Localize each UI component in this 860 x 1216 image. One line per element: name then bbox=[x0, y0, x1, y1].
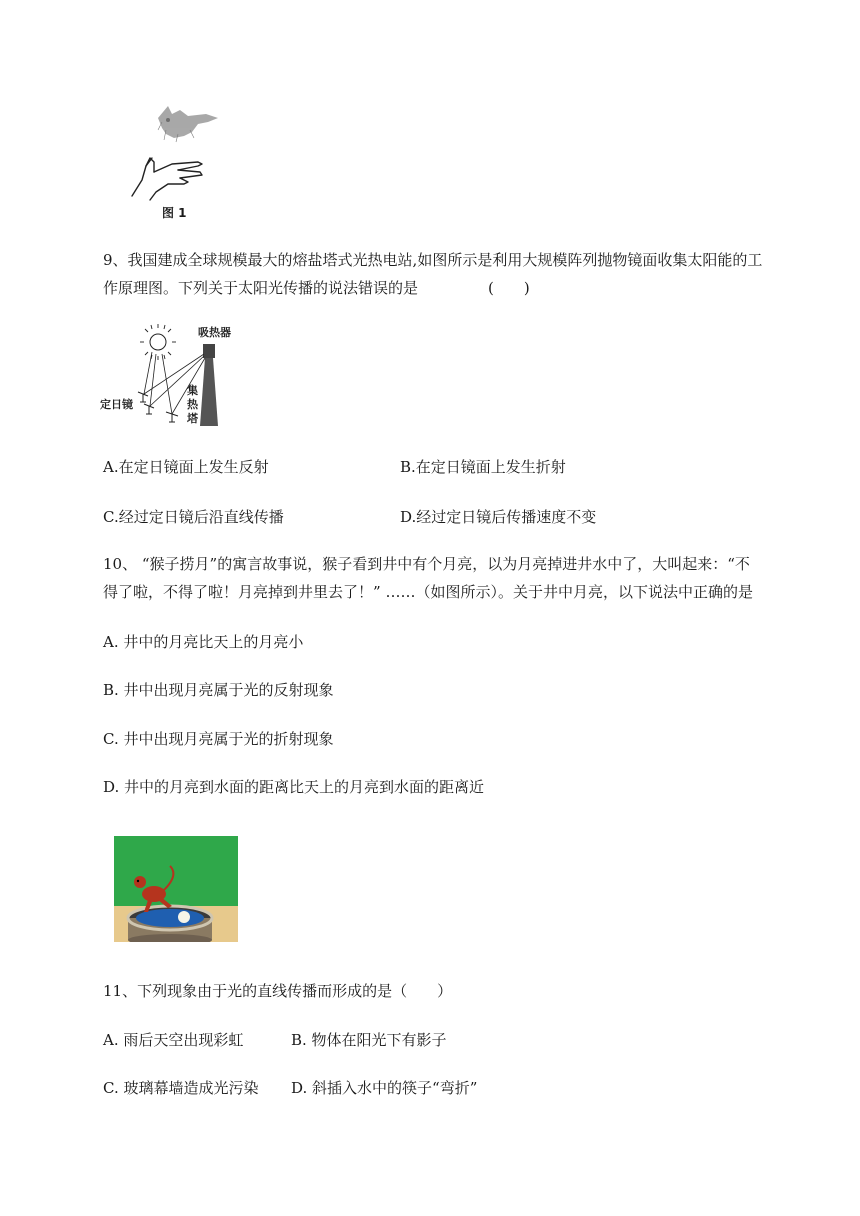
mirror-label: 定日镜 bbox=[100, 398, 133, 411]
q10-option-d: D. 井中的月亮到水面的距离比天上的月亮到水面的距离近 bbox=[103, 778, 485, 796]
q11-option-c: C. 玻璃幕墙造成光污染 bbox=[103, 1079, 259, 1097]
q10-stem-line-1: 10、 “猴子捞月”的寓言故事说，猴子看到井中有个月亮，以为月亮掉进井水中了，大叫起来：“不 bbox=[103, 555, 750, 573]
q9-answer-paren: ( ) bbox=[488, 279, 530, 297]
q9-option-b: B.在定日镜面上发生折射 bbox=[400, 458, 566, 476]
q10-option-a: A. 井中的月亮比天上的月亮小 bbox=[103, 633, 304, 651]
q9-option-d: D.经过定日镜后传播速度不变 bbox=[400, 508, 597, 526]
q11-option-d: D. 斜插入水中的筷子“弯折” bbox=[291, 1079, 478, 1097]
q10-option-b: B. 井中出现月亮属于光的反射现象 bbox=[103, 681, 334, 699]
solar-tower-illustration bbox=[100, 322, 240, 432]
q9-stem-line-2: 作原理图。下列关于太阳光传播的说法错误的是 bbox=[103, 279, 419, 297]
sun-icon bbox=[140, 324, 176, 360]
moon-reflection-icon bbox=[178, 911, 190, 923]
q10-stem-line-2: 得了啦，不得了啦！月亮掉到井里去了！” ……（如图所示）。关于井中月亮，以下说法中正确的是 bbox=[103, 583, 753, 601]
tower-label-3: 塔 bbox=[187, 412, 198, 425]
monkey-well-illustration bbox=[114, 836, 238, 942]
q9-solar-tower-diagram bbox=[100, 322, 240, 432]
figure-1-hand-shadow bbox=[128, 100, 228, 222]
absorber-label: 吸热器 bbox=[198, 326, 231, 339]
q10-option-c: C. 井中出现月亮属于光的折射现象 bbox=[103, 730, 334, 748]
q10-monkey-well-picture bbox=[114, 836, 238, 942]
tower-label-2: 热 bbox=[187, 398, 198, 411]
q9-stem-line-1: 9、我国建成全球规模最大的熔盐塔式光热电站,如图所示是利用大规模阵列抛物镜面收集太阳能的工 bbox=[103, 251, 763, 269]
q11-option-b: B. 物体在阳光下有影子 bbox=[291, 1031, 447, 1049]
q9-option-c: C.经过定日镜后沿直线传播 bbox=[103, 508, 284, 526]
figure-1-caption: 图 1 bbox=[162, 206, 187, 220]
tower-label-1: 集 bbox=[187, 384, 198, 397]
q11-option-a: A. 雨后天空出现彩虹 bbox=[103, 1031, 244, 1049]
q11-stem: 11、下列现象由于光的直线传播而形成的是（ ） bbox=[103, 982, 453, 1000]
q9-option-a: A.在定日镜面上发生反射 bbox=[103, 458, 269, 476]
